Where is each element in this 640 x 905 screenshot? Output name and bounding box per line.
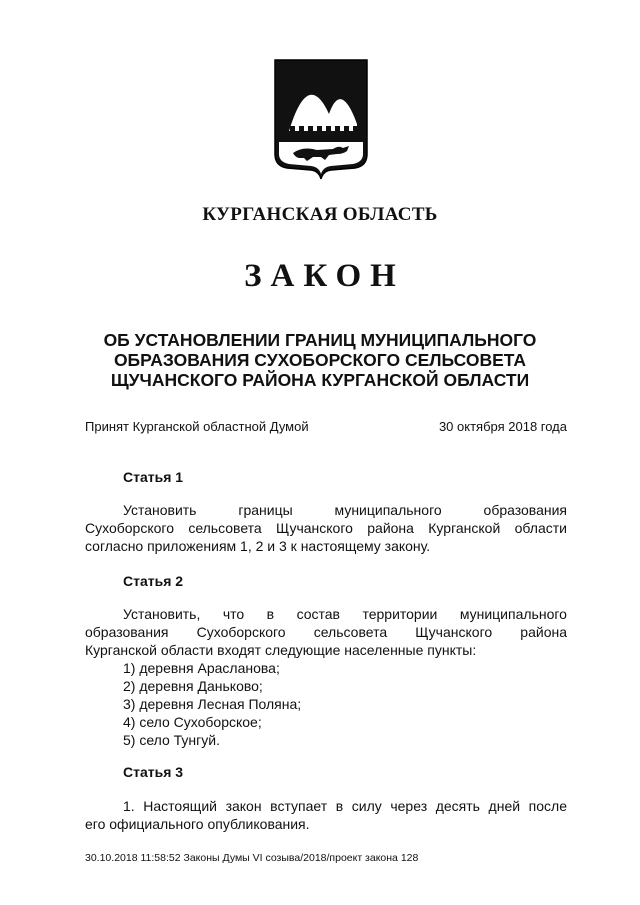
list-item: 4) село Сухоборское; — [123, 714, 262, 730]
word: 1. — [123, 798, 135, 814]
law-title-line-2: ОБРАЗОВАНИЯ СУХОБОРСКОГО СЕЛЬСОВЕТА — [113, 350, 527, 370]
word: после — [528, 798, 567, 814]
list-item: 5) село Тунгуй. — [123, 732, 220, 748]
article-1-line-1 — [85, 501, 567, 519]
word: области — [514, 520, 567, 536]
article-3-heading: Статья 3 — [123, 764, 184, 780]
article-3-text — [85, 797, 567, 833]
word: Настоящий — [143, 798, 217, 814]
article-2-line-2 — [85, 623, 567, 641]
word: границы — [238, 502, 293, 518]
word: силу — [351, 798, 382, 814]
adoption-date: 30 октября 2018 года — [438, 419, 567, 434]
word: сельсовета — [188, 520, 262, 536]
coat-of-arms-icon — [273, 58, 369, 180]
word: Курганской — [428, 520, 501, 536]
word: Сухоборского — [196, 624, 286, 640]
word: района — [367, 520, 414, 536]
word: территории — [362, 606, 438, 622]
word: Щучанского — [276, 520, 353, 536]
word: муниципального — [334, 502, 442, 518]
region-name: КУРГАНСКАЯ ОБЛАСТЬ — [202, 204, 438, 225]
article-3-line-1 — [85, 797, 567, 815]
word: муниципального — [459, 606, 567, 622]
article-1-line-3: согласно приложениям 1, 2 и 3 к настоящему закону. — [85, 538, 431, 554]
article-1-text — [85, 501, 567, 555]
word: десять — [435, 798, 480, 814]
word: сельсовета — [313, 624, 388, 640]
word: Сухоборского — [85, 520, 174, 536]
word: Установить — [123, 502, 197, 518]
word: образования — [483, 502, 567, 518]
article-3-line-2: его официального опубликования. — [85, 816, 310, 832]
list-item: 1) деревня Арасланова; — [123, 660, 280, 676]
word: состав — [296, 606, 340, 622]
list-item: 3) деревня Лесная Поляна; — [123, 696, 302, 712]
adoption-row — [85, 419, 567, 434]
article-1-line-2 — [85, 519, 567, 537]
word: в — [335, 798, 344, 814]
word: что — [222, 606, 245, 622]
article-2-heading: Статья 2 — [123, 573, 184, 589]
word: Щучанского — [415, 624, 493, 640]
document-type: ЗАКОН — [244, 258, 405, 294]
law-title — [0, 330, 640, 390]
law-title-line-1: ОБ УСТАНОВЛЕНИИ ГРАНИЦ МУНИЦИПАЛЬНОГО — [103, 330, 537, 350]
article-2-line-3: Курганской области входят следующие населенные пункты: — [85, 642, 477, 658]
word: образования — [85, 624, 169, 640]
article-1-heading: Статья 1 — [123, 469, 184, 485]
word: дней — [488, 798, 521, 814]
article-2-line-1 — [85, 605, 567, 623]
law-title-line-3: ЩУЧАНСКОГО РАЙОНА КУРГАНСКОЙ ОБЛАСТИ — [110, 370, 530, 390]
list-item: 2) деревня Даньково; — [123, 678, 263, 694]
word: в — [266, 606, 275, 622]
adopted-by: Принят Курганской областной Думой — [85, 419, 309, 434]
word: Установить, — [123, 606, 201, 622]
word: закон — [225, 798, 262, 814]
article-2-text — [85, 605, 567, 749]
word: через — [390, 798, 428, 814]
word: вступает — [270, 798, 328, 814]
document-footer: 30.10.2018 11:58:52 Законы Думы VI созыва/2018/проект закона 128 — [85, 852, 419, 864]
word: района — [520, 624, 567, 640]
